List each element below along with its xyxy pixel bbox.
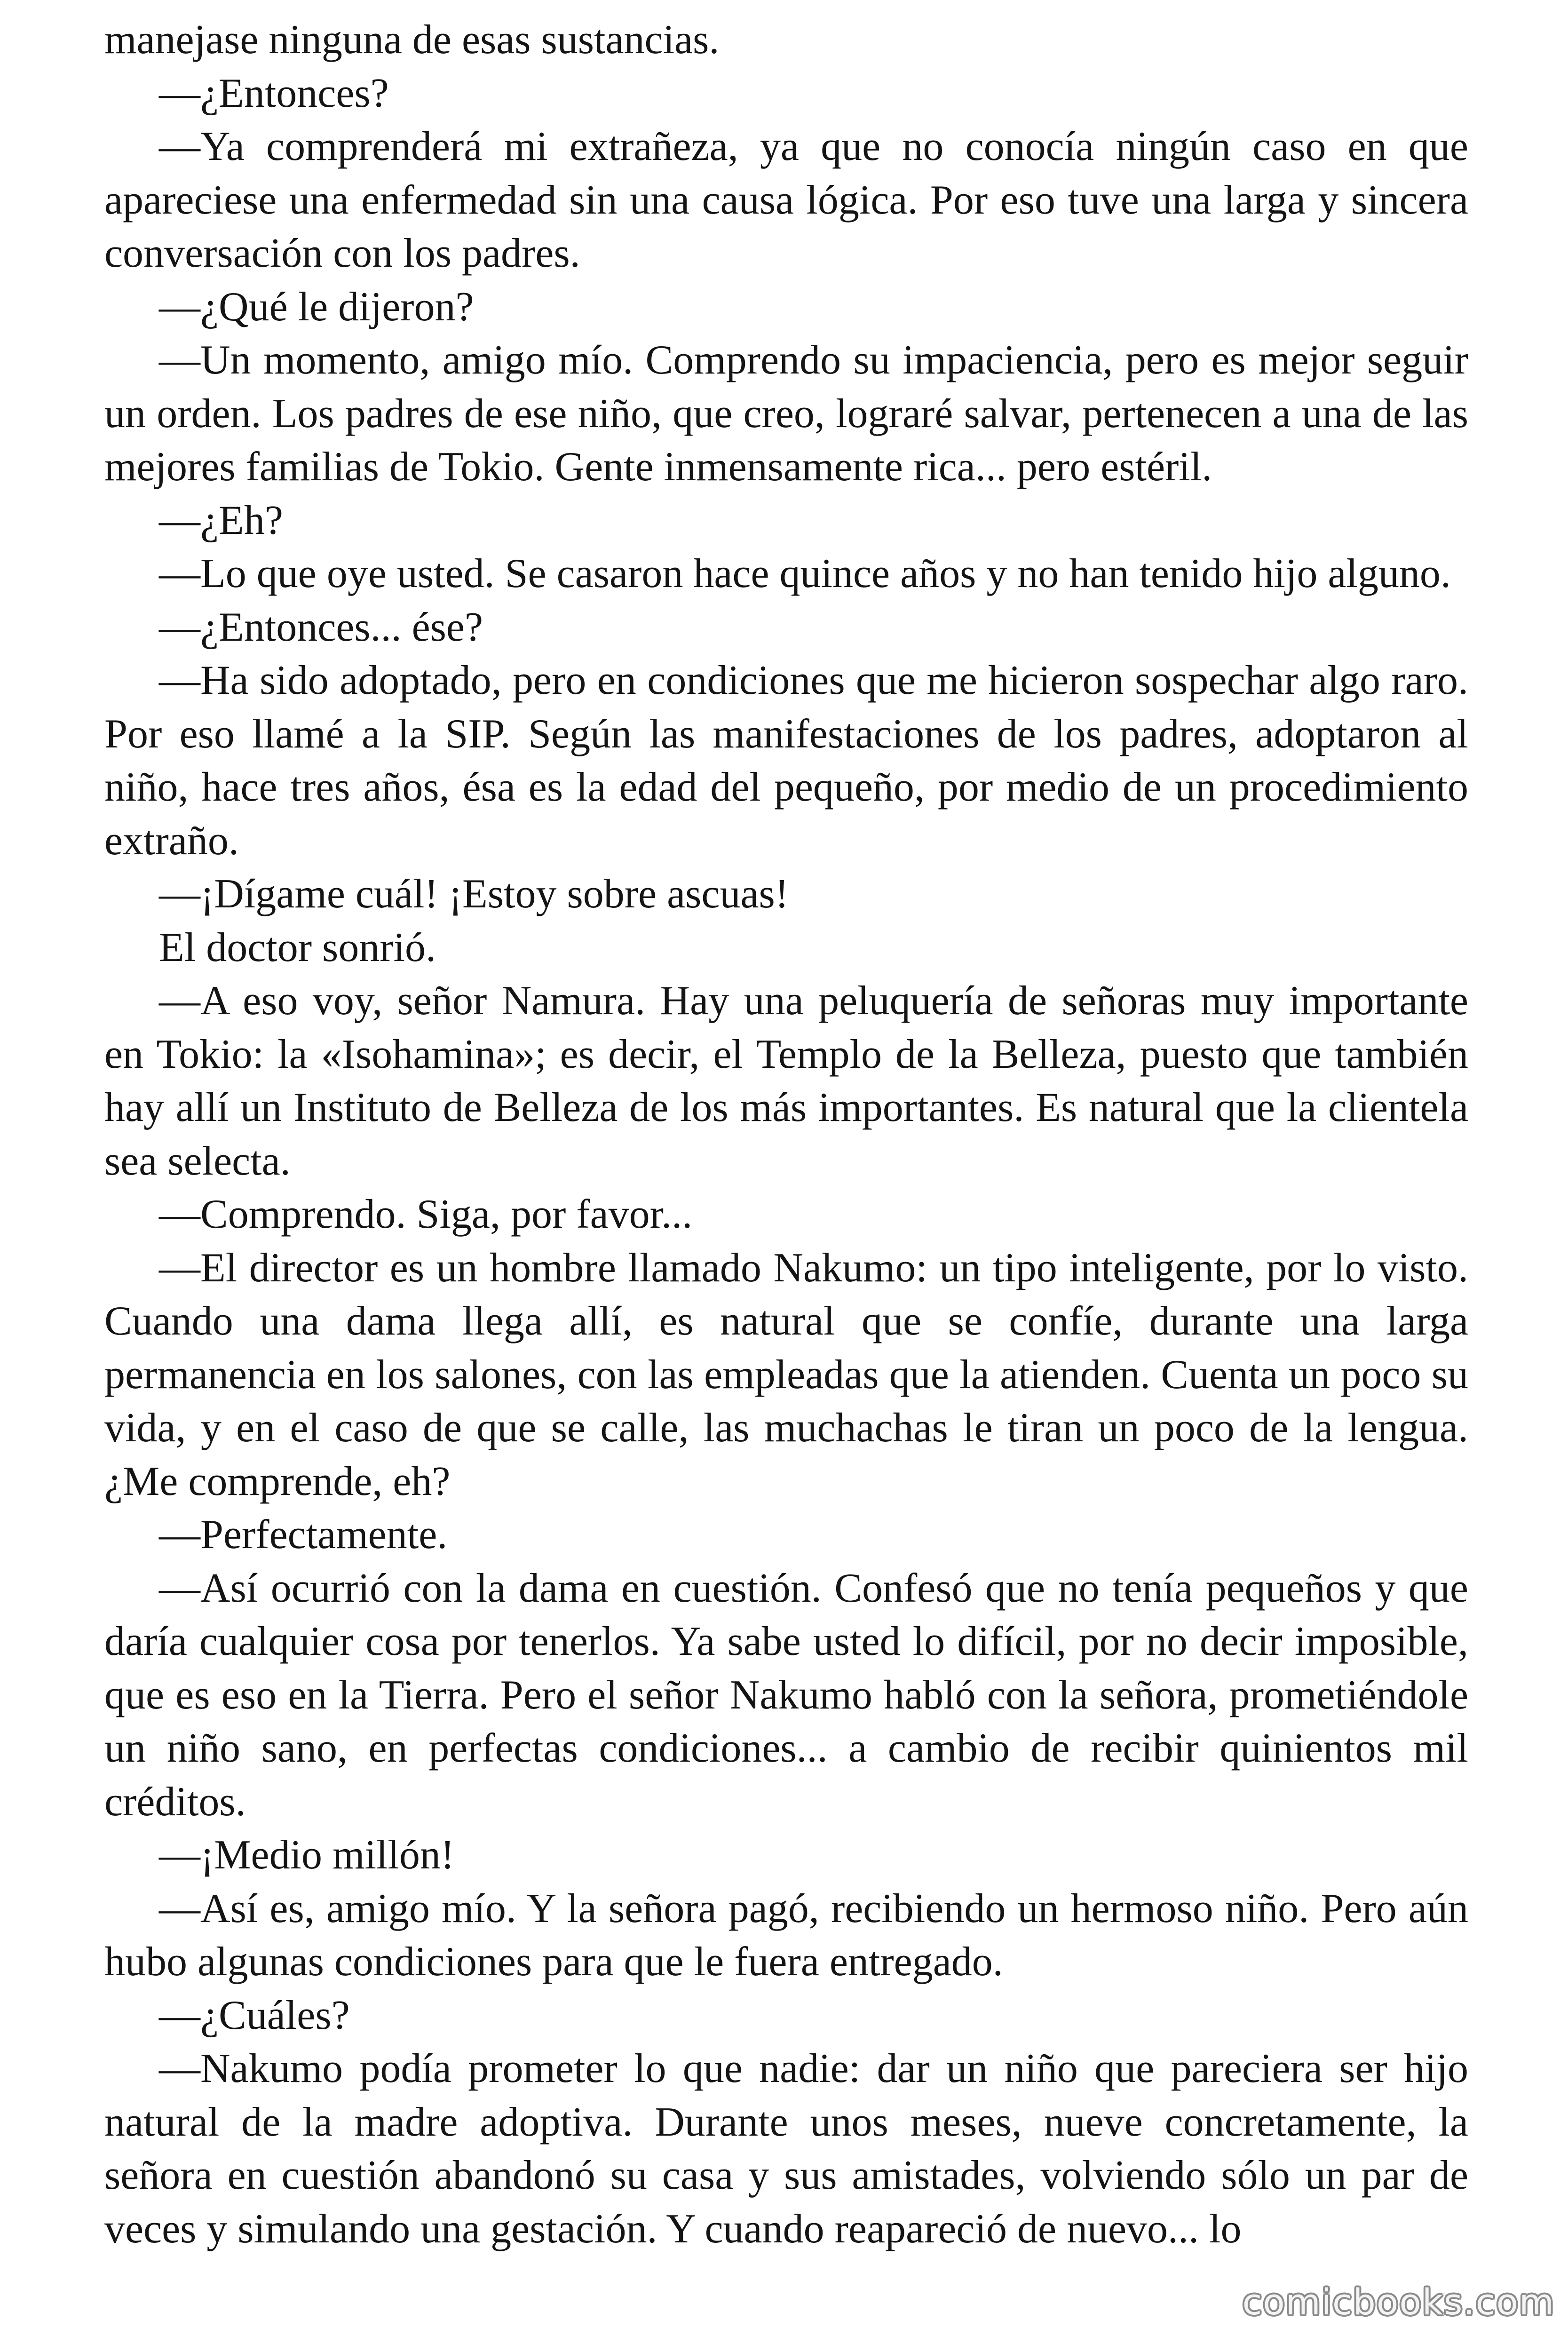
paragraph: —Un momento, amigo mío. Comprendo su impaciencia, pero es mejor seguir un orden. Los padres de ese niño, que creo, lograré salvar, pertenecen a una de las mejores familias de Tokio. Gente inmensamente rica... pero estéril.	[104, 337, 1468, 490]
paragraph: —¡Dígame cuál! ¡Estoy sobre ascuas!	[159, 871, 789, 917]
paragraph: —Comprendo. Siga, por favor...	[159, 1192, 693, 1237]
paragraph: —¿Eh?	[159, 497, 283, 543]
paragraph: —¿Entonces... ése?	[159, 604, 483, 650]
paragraph: —¿Cuáles?	[159, 1992, 350, 2038]
paragraph: —Nakumo podía prometer lo que nadie: dar un niño que pareciera ser hijo natural de la madre adoptiva. Durante unos meses, nueve concretamente, la señora en cuestión abandonó su casa y sus amistades, volviendo sólo un par de veces y simulando una gestación. Y cuando reapareció de nuevo... lo	[104, 2046, 1468, 2252]
paragraph: —A eso voy, señor Namura. Hay una peluquería de señoras muy importante en Tokio: la «Isohamina»; es decir, el Templo de la Belleza, puesto que también hay allí un Instituto de Belleza de los más importantes. Es natural que la clientela sea selecta.	[104, 978, 1468, 1184]
paragraph: —¡Medio millón!	[159, 1832, 455, 1878]
paragraph: —Así es, amigo mío. Y la señora pagó, recibiendo un hermoso niño. Pero aún hubo algunas condiciones para que le fuera entregado.	[104, 1885, 1468, 1985]
paragraph: —Ha sido adoptado, pero en condiciones que me hicieron sospechar algo raro. Por eso llamé a la SIP. Según las manifestaciones de los padres, adoptaron al niño, hace tres años, ésa es la edad del pequeño, por medio de un procedimiento extraño.	[104, 658, 1468, 864]
paragraph: —Perfectamente.	[159, 1512, 448, 1557]
watermark: comicbooks.com	[1242, 2281, 1555, 2323]
paragraph: —Lo que oye usted. Se casaron hace quince años y no han tenido hijo alguno.	[159, 551, 1451, 596]
paragraph: —¿Entonces?	[159, 70, 389, 116]
paragraph: —Ya comprenderá mi extrañeza, ya que no conocía ningún caso en que apareciese una enfermedad sin una causa lógica. Por eso tuve una larga y sincera conversación con los padres.	[104, 124, 1468, 276]
page-body	[104, 13, 1468, 2256]
paragraph: manejase ninguna de esas sustancias.	[104, 17, 720, 63]
paragraph: —¿Qué le dijeron?	[159, 284, 474, 330]
paragraph: El doctor sonrió.	[159, 924, 436, 970]
paragraph: —El director es un hombre llamado Nakumo: un tipo inteligente, por lo visto. Cuando una dama llega allí, es natural que se confíe, durante una larga permanencia en los salones, con las empleadas que la atienden. Cuenta un poco su vida, y en el caso de que se calle, las muchachas le tiran un poco de la lengua. ¿Me comprende, eh?	[104, 1245, 1468, 1504]
paragraph: —Así ocurrió con la dama en cuestión. Confesó que no tenía pequeños y que daría cualquier cosa por tenerlos. Ya sabe usted lo difícil, por no decir imposible, que es eso en la Tierra. Pero el señor Nakumo habló con la señora, prometiéndole un niño sano, en perfectas condiciones... a cambio de recibir quinientos mil créditos.	[104, 1565, 1468, 1825]
